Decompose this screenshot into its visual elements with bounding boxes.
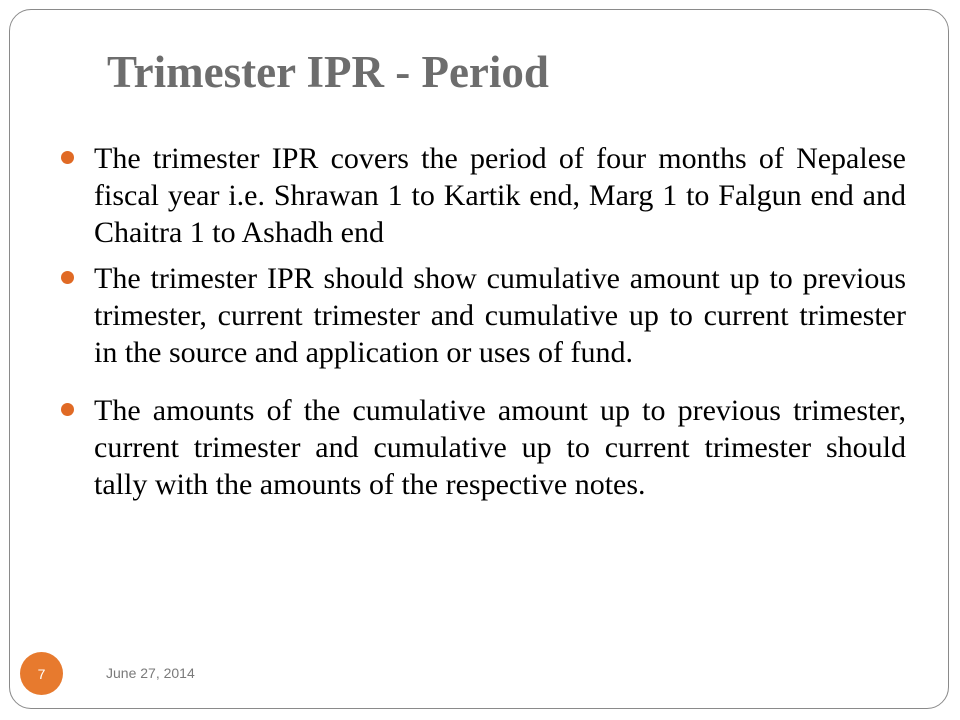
footer-date: June 27, 2014 (106, 665, 195, 681)
bullet-text: The trimester IPR covers the period of four months of Nepalese fiscal year i.e. Shrawan 1 to Kartik end, Marg 1 to Falgun end and Chaitra 1 to Ashadh end (94, 142, 906, 249)
bullet-text: The amounts of the cumulative amount up to previous trimester, current trimester and cumulative up to current trimester should tally with the amounts of the respective notes. (94, 394, 906, 501)
bullet-item (60, 260, 906, 371)
bullet-item (60, 140, 906, 251)
bullet-list (60, 140, 906, 503)
page-number: 7 (37, 665, 46, 682)
bullet-item (60, 392, 906, 503)
bullet-dot-icon (61, 151, 74, 164)
bullet-dot-icon (61, 271, 74, 284)
bullet-text: The trimester IPR should show cumulative amount up to previous trimester, current trimester and cumulative up to current trimester in the source and application or uses of fund. (94, 262, 906, 369)
slide-title: Trimester IPR - Period (107, 47, 549, 97)
bullet-dot-icon (61, 403, 74, 416)
page-number-badge (20, 652, 63, 695)
